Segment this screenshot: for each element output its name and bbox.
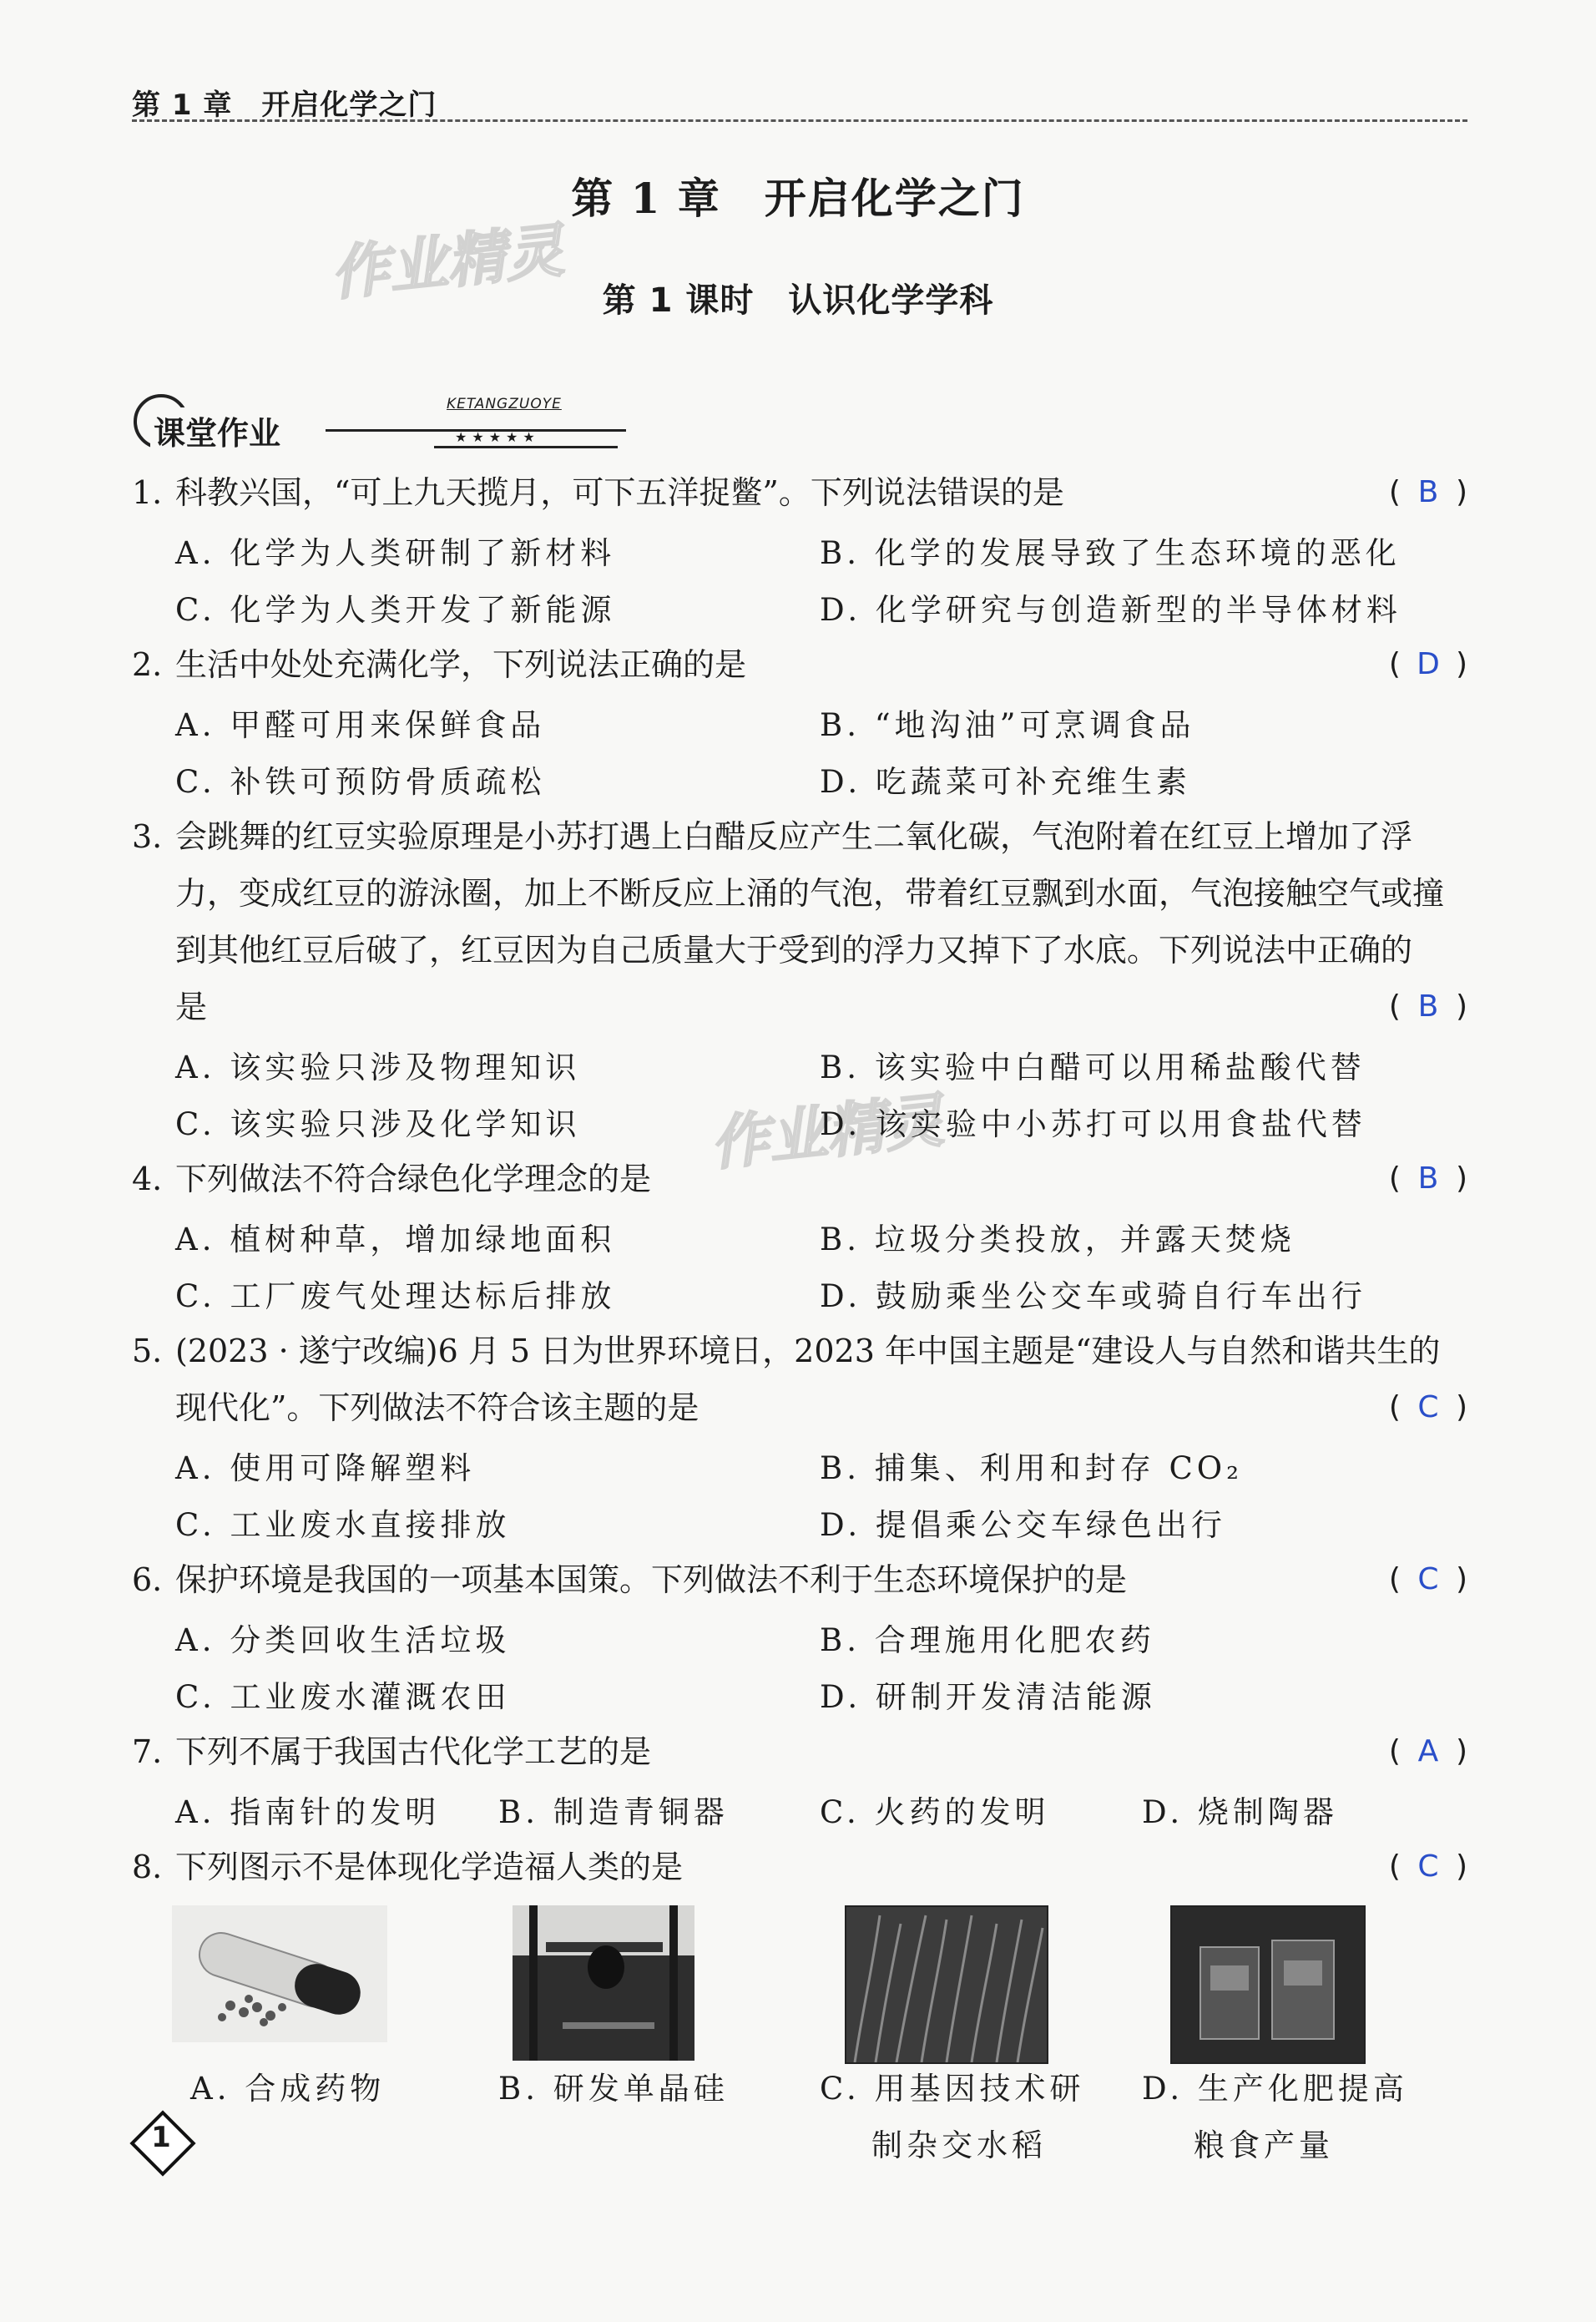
option: D. 提倡乘公交车绿色出行	[820, 1507, 1226, 1543]
running-head: 第 1 章 开启化学之门	[132, 89, 437, 122]
question-number: 5.	[132, 1333, 163, 1369]
header-rule	[132, 119, 1467, 122]
option: D. 吃蔬菜可补充维生素	[820, 764, 1191, 800]
answer-value: C	[1417, 1849, 1439, 1884]
answer-box: ( C )	[1389, 1839, 1467, 1895]
option: C. 工业废水灌溉农田	[175, 1679, 511, 1715]
answer-value: B	[1417, 989, 1439, 1024]
option: B. 捕集、利用和封存 CO₂	[820, 1450, 1243, 1486]
option: B. 垃圾分类投放，并露天焚烧	[820, 1222, 1295, 1257]
section-stars: ★★★★★	[455, 429, 540, 445]
medicine-capsule-image	[172, 1905, 387, 2042]
image-caption: D. 生产化肥提高	[1142, 2071, 1408, 2107]
question-stem: 保护环境是我国的一项基本国策。下列做法不利于生态环境保护的是	[175, 1561, 1128, 1598]
question-stem-line: 力，变成红豆的游泳圈，加上不断反应上涌的气泡，带着红豆飘到水面，气泡接触空气或撞	[175, 875, 1445, 912]
option: D. 该实验中小苏打可以用食盐代替	[820, 1106, 1366, 1142]
answer-value: C	[1417, 1390, 1439, 1424]
section-label	[134, 392, 562, 452]
question-stem: 生活中处处充满化学，下列说法正确的是	[175, 646, 747, 683]
answer-value: A	[1417, 1734, 1439, 1768]
option: D. 烧制陶器	[1142, 1794, 1338, 1830]
question-stem-line: (2023 · 遂宁改编)6 月 5 日为世界环境日，2023 年中国主题是“建设人与自然和谐共生的	[175, 1333, 1441, 1369]
option: C. 该实验只涉及化学知识	[175, 1106, 581, 1142]
section-pinyin: KETANGZUOYE	[447, 396, 562, 412]
question-number: 4.	[132, 1161, 163, 1197]
answer-value: B	[1417, 1161, 1439, 1196]
question-number: 6.	[132, 1561, 163, 1598]
question-stem: 下列不属于我国古代化学工艺的是	[175, 1733, 652, 1770]
option: C. 工业废水直接排放	[175, 1507, 511, 1543]
option: A. 植树种草，增加绿地面积	[175, 1222, 616, 1257]
option: B. 化学的发展导致了生态环境的恶化	[820, 535, 1401, 571]
option: A. 化学为人类研制了新材料	[175, 535, 616, 571]
watermark: 作业精灵	[327, 215, 568, 309]
silicon-crystal-image	[513, 1905, 694, 2061]
option: B. 制造青铜器	[498, 1794, 729, 1830]
option: C. 化学为人类开发了新能源	[175, 592, 616, 628]
answer-value: D	[1417, 647, 1440, 681]
question-number: 3.	[132, 818, 163, 855]
answer-box: ( A )	[1389, 1723, 1467, 1780]
image-caption: 粮食产量	[1194, 2127, 1334, 2163]
answer-box: ( B )	[1389, 464, 1467, 521]
answer-box: ( B )	[1389, 1151, 1467, 1207]
page-number-value: 1	[151, 2121, 171, 2154]
question-stem-line: 到其他红豆后破了，红豆因为自己质量大于受到的浮力又掉下了水底。下列说法中正确的	[175, 932, 1413, 969]
answer-box: ( B )	[1389, 979, 1467, 1035]
question-stem: 下列做法不符合绿色化学理念的是	[175, 1161, 652, 1197]
page-number	[132, 2112, 190, 2171]
option: C. 补铁可预防骨质疏松	[175, 764, 546, 800]
watermark: 作业精灵	[707, 1085, 947, 1179]
lesson-title: 第 1 课时 认识化学学科	[602, 281, 994, 320]
image-caption: B. 研发单晶硅	[498, 2071, 729, 2107]
question-stem-line: 是	[175, 989, 208, 1025]
answer-box: ( C )	[1389, 1379, 1467, 1436]
answer-value: B	[1417, 475, 1439, 509]
option: D. 研制开发清洁能源	[820, 1679, 1156, 1715]
option: A. 使用可降解塑料	[175, 1450, 476, 1486]
option: A. 指南针的发明	[175, 1794, 441, 1830]
section-label-text: 课堂作业	[150, 407, 284, 453]
question-number: 2.	[132, 646, 163, 683]
option: A. 该实验只涉及物理知识	[175, 1050, 581, 1085]
hybrid-rice-image	[845, 1905, 1048, 2064]
option: C. 工厂废气处理达标后排放	[175, 1278, 616, 1314]
image-caption: A. 合成药物	[190, 2071, 386, 2107]
option: A. 甲醛可用来保鲜食品	[175, 707, 546, 743]
option: B. “地沟油”可烹调食品	[820, 707, 1195, 743]
answer-box: ( C )	[1389, 1551, 1467, 1608]
question-stem-line: 会跳舞的红豆实验原理是小苏打遇上白醋反应产生二氧化碳，气泡附着在红豆上增加了浮	[175, 818, 1413, 855]
question-number: 8.	[132, 1849, 163, 1885]
answer-value: C	[1417, 1562, 1439, 1596]
fertilizer-bags-image	[1170, 1905, 1366, 2064]
option: B. 合理施用化肥农药	[820, 1622, 1155, 1658]
answer-box: ( D )	[1389, 636, 1467, 693]
question-stem: 下列图示不是体现化学造福人类的是	[175, 1849, 684, 1885]
question-number: 7.	[132, 1733, 163, 1770]
section-rule	[434, 446, 618, 448]
chapter-title: 第 1 章 开启化学之门	[571, 174, 1025, 223]
image-caption: 制杂交水稻	[871, 2127, 1047, 2163]
option: D. 化学研究与创造新型的半导体材料	[820, 592, 1402, 628]
option: C. 火药的发明	[820, 1794, 1050, 1830]
image-caption: C. 用基因技术研	[820, 2071, 1085, 2107]
option: B. 该实验中白醋可以用稀盐酸代替	[820, 1050, 1366, 1085]
question-number: 1.	[132, 474, 163, 511]
question-stem-line: 现代化”。下列做法不符合该主题的是	[175, 1389, 700, 1426]
option: D. 鼓励乘坐公交车或骑自行车出行	[820, 1278, 1366, 1314]
question-stem: 科教兴国，“可上九天揽月，可下五洋捉鳖”。下列说法错误的是	[175, 474, 1064, 511]
option: A. 分类回收生活垃圾	[175, 1622, 511, 1658]
